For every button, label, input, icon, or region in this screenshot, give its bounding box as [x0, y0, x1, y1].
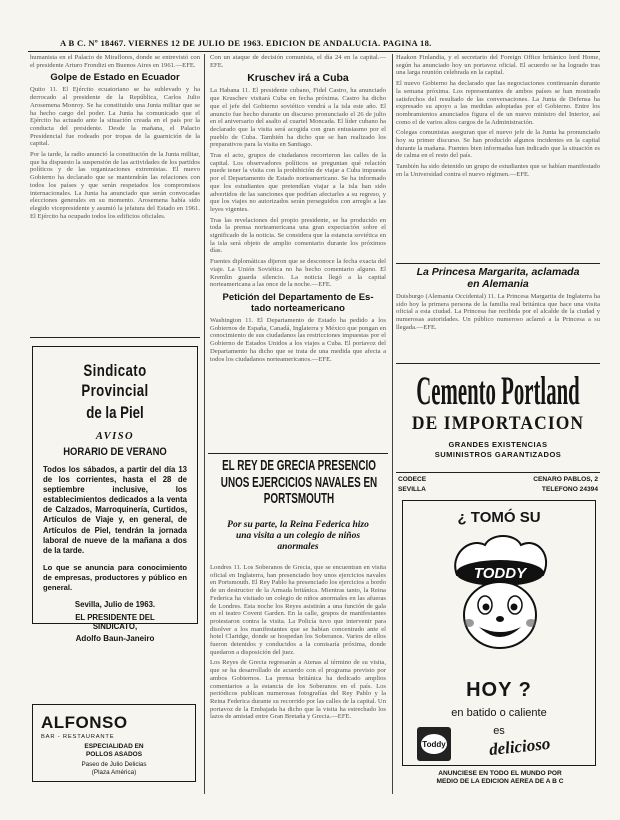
ad-title: Cemento Portland	[416, 368, 580, 413]
ad-address: Paseo de Julio Delicias	[81, 761, 147, 768]
subheadline-line: una visita a un colegio de niños	[235, 531, 361, 541]
article-heading: Golpe de Estado en Ecuador	[50, 72, 180, 84]
column-rule	[396, 263, 600, 264]
article-heading: Kruschev irá a Cuba	[247, 72, 349, 85]
king-article	[210, 564, 386, 796]
article-text: También ha sido detenido un grupo de estudiantes que se habían manifestado en la Universidad contra el nuevo régimen.—EFE.	[396, 163, 600, 178]
sindicato-ad	[32, 346, 198, 643]
ad-body: ESPECIALIDAD EN	[84, 743, 144, 750]
cemento-ad	[396, 368, 600, 494]
subheadline-line: anormales	[277, 542, 319, 552]
ad-subtitle: BAR - RESTAURANTE	[41, 734, 115, 740]
article-heading: Petición del Departamento de Es-	[222, 291, 374, 303]
ad-title: Sindicato Provincial	[81, 361, 149, 400]
article-heading: tado norteamericano	[251, 302, 345, 314]
article-text: Tras las revelaciones del propio presidente, se ha producido en toda la prensa norteamericana una gran expectación sobre el significado de la noticia. Se considera que la estancia soviética en la isla será objeto de amplio comentario durante los próximos días.	[210, 216, 386, 255]
article-text: Por la tarde, la radio anunció la constitución de la Junta militar, que ha dispuesto la suspensión de las actividades de los partidos políticos y de las organizaciones extremistas. El nuevo Gobierno ha declarado que se mantendrán las relaciones con todos los países y que serán respetados los compromisos internacionales. La Junta ha anunciado que serán convocadas elecciones generales en su momento. Arosemena había sido elegido vicepresidente y asumió la jefatura del Estado en 1961. El Ejército ha ocupado todos los edificios oficiales.	[30, 151, 200, 220]
headline-line: UNOS EJERCICIOS NAVALES EN	[220, 473, 378, 491]
toddy-ad	[402, 500, 596, 766]
ad-date: Sevilla, Julio de 1963.	[74, 599, 156, 609]
article-text: Los Reyes de Grecia regresarán a Atenas al término de su visita, que se ha desarrollado de acuerdo con el programa previsto por ambos Gobiernos. La prensa británica ha dedicado amplios comentarios a la estancia de los Soberanos en el país. Los periódicos publican numerosas fotografías del Rey Pablo y la Reina Federica durante su recorrido por las calles de la capital. Un portavoz de la Embajada ha dicho que la visita ha estrechado los lazos de amistad entre Gran Bretaña y Grecia.—EFE.	[210, 659, 386, 721]
article-text: Fuentes diplomáticas dijeron que se desconoce la fecha exacta del viaje. La Unión Soviética no ha hecho comentario alguno. El Kremlin guarda silencio. La noticia llegó a la capital norteamericana a las once de la noche.—EFE.	[210, 258, 386, 289]
king-subheadline	[210, 520, 386, 560]
ad-label: CODECE	[398, 476, 427, 483]
column-rule	[30, 337, 200, 338]
article-heading: en Alemania	[467, 278, 529, 290]
ad-address: CENARO PABLOS, 2	[533, 476, 598, 483]
ad-rule	[396, 472, 600, 473]
ad-body: POLLOS ASADOS	[85, 751, 143, 758]
article-text: Duisburgo (Alemania Occidental) 11. La Princesa Margarita de Inglaterra ha sido hoy la primera persona de la familia real británica que hace una visita oficial a esta ciudad. La Princesa fue recibida por el alcalde de la ciudad y numerosas autoridades. Un público numeroso aclamó a la Princesa a su llegada.—EFE.	[396, 293, 600, 331]
column-1	[30, 54, 200, 334]
subheadline-line: Por su parte, la Reina Federica hizo	[227, 520, 369, 530]
page-header: A B C. Nº 18467. VIERNES 12 DE JULIO DE 1963. EDICION DE ANDALUCIA. PAGINA 18.	[60, 38, 432, 48]
ad-address: (Plaza América)	[91, 769, 137, 776]
ad-body: en batido o caliente	[451, 707, 547, 719]
ad-body: es	[493, 725, 505, 737]
article-text: Con un ataque de decisión comunista, el día 24 en la capital.—EFE.	[210, 54, 386, 69]
ad-body: GRANDES EXISTENCIAS	[448, 440, 548, 449]
ad-question: ¿ TOMÓ SU	[457, 509, 541, 526]
column-divider	[392, 54, 393, 794]
ad-phone: TELEFONO 24394	[541, 486, 598, 493]
article-text: La Habana 11. El presidente cubano, Fidel Castro, ha anunciado que Kruschev visitará Cuba en fecha próxima. Castro ha dicho que el jefe del Gobierno soviético vendrá a la isla este año. El anuncio fue hecho durante un discurso pronunciado el 26 de julio en el aniversario del asalto al cuartel Moncada. El líder cubano ha declarado que la visita será acogida con gran entusiasmo por el pueblo de Cuba. También ha dicho que se han realizado los preparativos para la visita en Santiago.	[210, 87, 386, 149]
article-text: El nuevo Gobierno ha declarado que las negociaciones continuarán durante la semana próxima. Los representantes de ambos países se han mostrado satisfechos del resultado de las conversaciones. La Junta de Defensa ha expresado su apoyo a las medidas adoptadas por el Gobierno. Entre los nombramientos anunciados figura el de un nuevo ministro del Interior, así como el de varios altos cargos de la Administración.	[396, 80, 600, 126]
column-2	[210, 54, 386, 444]
ad-signer: Adolfo Baun-Janeiro	[75, 633, 155, 643]
alfonso-ad	[32, 704, 196, 782]
headline-line: PORTSMOUTH	[263, 490, 335, 507]
ad-subtitle: HORARIO DE VERANO	[63, 446, 167, 458]
ad-body: Todos los sábados, a partir del día 13 de los corrientes, hasta el 28 de septiembre inclusive, los establecimientos dedicados a la venta de Calzados, Marroquinería, Curtidos, Artículos de Viaje y, en general, de Artículos de Piel, tendrán la jornada laboral de nueve de la mañana a dos de la tarde.	[43, 465, 187, 555]
princesa-article	[396, 266, 600, 362]
toddy-mascot-icon	[439, 531, 561, 653]
ad-body: Lo que se anuncia para conocimiento de empresas, productores y público en general.	[43, 562, 187, 592]
can-label: Toddy	[422, 740, 446, 749]
article-text: Tras el acto, grupos de ciudadanos recorrieron las calles de la capital. Los observadores políticos se preguntan qué relación puede tener la visita con la prohibición de viajar a Cuba impuesta por el Departamento de Estado norteamericano. Se ha informado que los estudiantes que pretendían viajar a la isla han sido advertidos de las sanciones que podrían afectarles a su regreso, y que los viajes no autorizados serán perseguidos con arreglo a las leyes vigentes.	[210, 152, 386, 213]
footer-note: ANUNCIESE EN TODO EL MUNDO POR	[438, 770, 562, 777]
ad-label: SEVILLA	[398, 486, 426, 493]
column-divider	[204, 54, 205, 794]
article-text: Quito 11. El Ejército ecuatoriano se ha sublevado y ha derrocado al presidente de la República, Carlos Julio Arosemena Monroy. Se ha constituido una Junta militar que se ha hecho cargo del poder. La Junta ha comunicado que el Ejército ha actuado ante la situación creada en el país por la conducta del presidente. Desde la mañana, el Palacio Presidencial fue rodeado por tropas de la guarnición de la capital.	[30, 86, 200, 148]
column-rule	[396, 363, 600, 364]
headline-line: EL REY DE GRECIA PRESENCIO	[222, 458, 376, 474]
toddy-logo-text: TODDY	[473, 565, 527, 582]
article-text: Haakon Finlandia, y el secretario del Foreign Office británico lord Home, según ha anunciado hoy un portavoz oficial. El acuerdo se ha logrado tras una larga reunión celebrada en la capital.	[396, 54, 600, 77]
column-3	[396, 54, 600, 264]
article-heading: La Princesa Margarita, aclamada	[416, 266, 580, 278]
column-rule	[208, 453, 388, 454]
header-rule	[28, 51, 600, 52]
ad-signature-title: EL PRESIDENTE DEL	[75, 612, 155, 622]
ad-body: SUMINISTROS GARANTIZADOS	[434, 450, 562, 459]
king-headline	[208, 458, 390, 518]
ad-subtitle: DE IMPORTACION	[411, 413, 585, 434]
article-text: Washington 11. El Departamento de Estado ha pedido a los Gobiernos de España, Canadá, Inglaterra y México que pongan en conocimiento de sus ciudadanos las restricciones impuestas por el Gobierno de Estados Unidos a los viajes a Cuba. El portavoz del Departamento ha dicho que se trata de una medida que afecta a todos los ciudadanos norteamericanos.—EFE.	[210, 316, 386, 363]
ad-slogan: delicioso	[488, 733, 552, 760]
article-text: Colegas comunistas aseguran que el nuevo jefe de la Junta ha pronunciado hoy su primer discurso. Se han producido algunos incidentes en la capital durante la mañana. Fuentes bien informadas han indicado que la situación es de calma en el resto del país.	[396, 129, 600, 160]
ad-subtitle: AVISO	[95, 431, 135, 442]
article-text: humanista en el Palacio de Miraflores, donde se entrevistó con el presidente Arturo Frondizi en Buenos Aires en 1961.—EFE.	[30, 54, 200, 69]
article-text: Londres 11. Los Soberanos de Grecia, que se encuentran en visita oficial en Inglaterra, han presenciado hoy unos ejercicios navales en Portsmouth. El Rey Pablo ha presenciado los ejercicios a bordo de un destructor de la Armada británica. Mientras tanto, la Reina Federica ha visitado un colegio de niños anormales en las afueras de Londres. Esta noche los Reyes asistirán a una función de gala en el teatro Covent Garden. En la calle, grupos de manifestantes protestaron contra la visita. La Policía tuvo que intervenir para disolver a los manifestantes que se habían concentrado ante el hotel Claridge, donde se hospedan los Soberanos. Varios de ellos fueron detenidos y conducidos a la comisaría próxima, donde quedaron a disposición del juez.	[210, 564, 386, 656]
ad-hoy: HOY ?	[466, 679, 532, 701]
ad-title: de la Piel	[86, 403, 144, 422]
footer-note: MEDIO DE LA EDICION AEREA DE A B C	[436, 778, 564, 785]
ad-title: ALFONSO	[41, 713, 128, 732]
ad-signature-title: SINDICATO,	[92, 621, 138, 631]
